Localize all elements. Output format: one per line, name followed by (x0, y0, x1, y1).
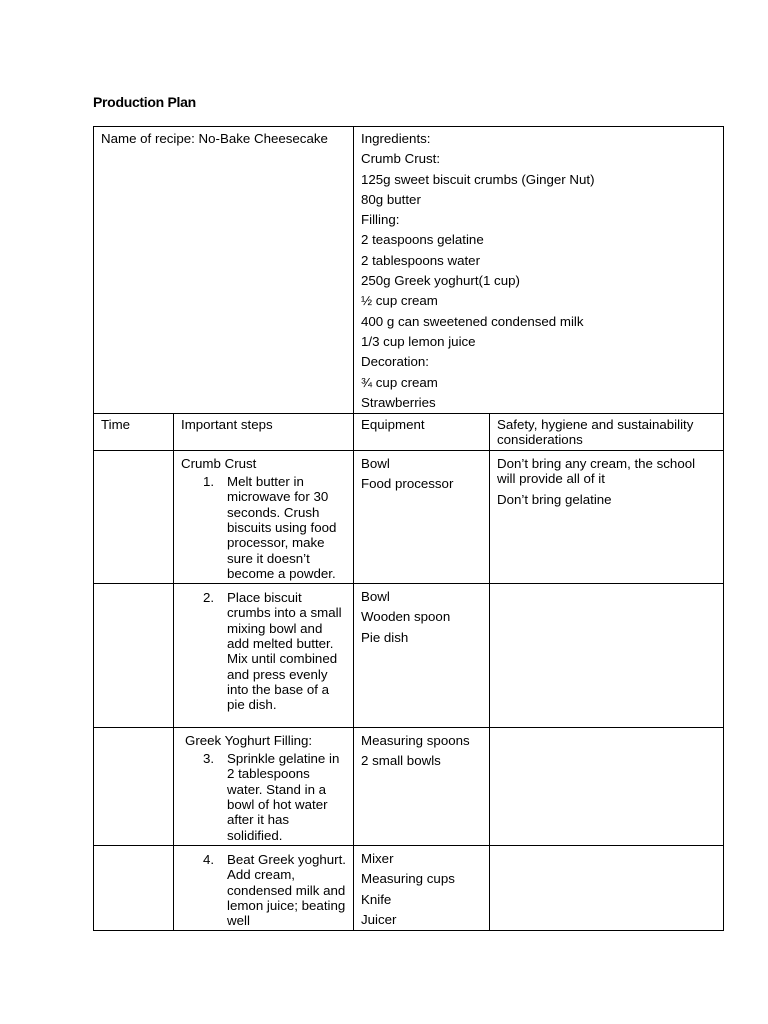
ingredient-item: Strawberries (361, 394, 436, 410)
step-item (203, 751, 346, 843)
step-section-heading: Greek Yoghurt Filling: (185, 733, 313, 749)
ingredient-item: ¾ cup cream (361, 374, 438, 390)
ingredient-item: 250g Greek yoghurt(1 cup) (361, 273, 520, 289)
time-cell (94, 728, 174, 846)
time-cell (94, 451, 174, 584)
equipment-item: Wooden spoon (361, 609, 451, 625)
ingredients-section-crust: Crumb Crust: (361, 151, 441, 167)
safety-cell (490, 846, 724, 931)
equipment-item: Measuring cups (361, 871, 455, 887)
safety-cell (490, 728, 724, 846)
page-title: Production Plan (93, 94, 196, 110)
recipe-name: Name of recipe: No-Bake Cheesecake (101, 131, 328, 146)
equipment-cell (354, 846, 490, 931)
steps-cell (174, 451, 354, 584)
step-text: Melt butter in microwave for 30 seconds. Crush biscuits using food processor, make sure it doesn’t become a powder. (227, 474, 337, 581)
safety-cell (490, 451, 724, 584)
step-number: 3. (203, 751, 215, 767)
equipment-item: Bowl (361, 589, 390, 605)
ingredient-item: 1/3 cup lemon juice (361, 333, 476, 349)
steps-cell (174, 728, 354, 846)
equipment-item: Mixer (361, 851, 394, 867)
step-text: Place biscuit crumbs into a small mixing bowl and add melted butter. Mix until combined and press evenly into the base of a pie dish. (227, 590, 342, 713)
table-header-row (94, 414, 724, 451)
safety-cell (490, 584, 724, 728)
ingredient-item: 125g sweet biscuit crumbs (Ginger Nut) (361, 171, 595, 187)
ingredients-section-decoration: Decoration: (361, 354, 429, 370)
step-number: 2. (203, 590, 215, 606)
equipment-item: Juicer (361, 912, 397, 928)
step-number: 1. (203, 474, 215, 490)
safety-note: Don’t bring any cream, the school will provide all of it (497, 456, 696, 487)
equipment-item: 2 small bowls (361, 753, 441, 769)
table-row (94, 846, 724, 931)
steps-cell (174, 584, 354, 728)
recipe-row (94, 127, 724, 414)
steps-cell (174, 846, 354, 931)
step-item (203, 852, 346, 928)
table-row (94, 584, 724, 728)
safety-note: Don’t bring gelatine (497, 491, 612, 507)
ingredient-item: ½ cup cream (361, 293, 438, 309)
header-equipment: Equipment (354, 414, 490, 451)
equipment-cell (354, 451, 490, 584)
ingredient-item: 2 teaspoons gelatine (361, 232, 484, 248)
ingredient-item: 400 g can sweetened condensed milk (361, 313, 584, 329)
header-steps: Important steps (174, 414, 354, 451)
table-row (94, 451, 724, 584)
step-text: Sprinkle gelatine in 2 tablespoons water. Stand in a bowl of hot water after it has solidified. (227, 751, 340, 843)
equipment-item: Bowl (361, 456, 390, 472)
step-text: Beat Greek yoghurt. Add cream, condensed milk and lemon juice; beating well (227, 852, 346, 929)
header-safety: Safety, hygiene and sustainability considerations (490, 414, 724, 451)
header-time: Time (94, 414, 174, 451)
equipment-item: Pie dish (361, 629, 409, 645)
step-number: 4. (203, 852, 215, 868)
equipment-cell (354, 584, 490, 728)
ingredient-item: 2 tablespoons water (361, 252, 481, 268)
equipment-item: Food processor (361, 476, 454, 492)
table-row (94, 728, 724, 846)
step-section-heading: Crumb Crust (181, 456, 257, 472)
production-plan-table (93, 126, 724, 931)
ingredients-cell (354, 127, 724, 414)
time-cell (94, 584, 174, 728)
ingredients-section-filling: Filling: (361, 212, 400, 228)
time-cell (94, 846, 174, 931)
equipment-item: Knife (361, 891, 392, 907)
step-item (203, 474, 346, 581)
ingredients-label: Ingredients: (361, 131, 431, 146)
equipment-cell (354, 728, 490, 846)
equipment-item: Measuring spoons (361, 733, 470, 749)
recipe-name-cell (94, 127, 354, 414)
step-item (203, 590, 346, 712)
ingredient-item: 80g butter (361, 191, 421, 207)
